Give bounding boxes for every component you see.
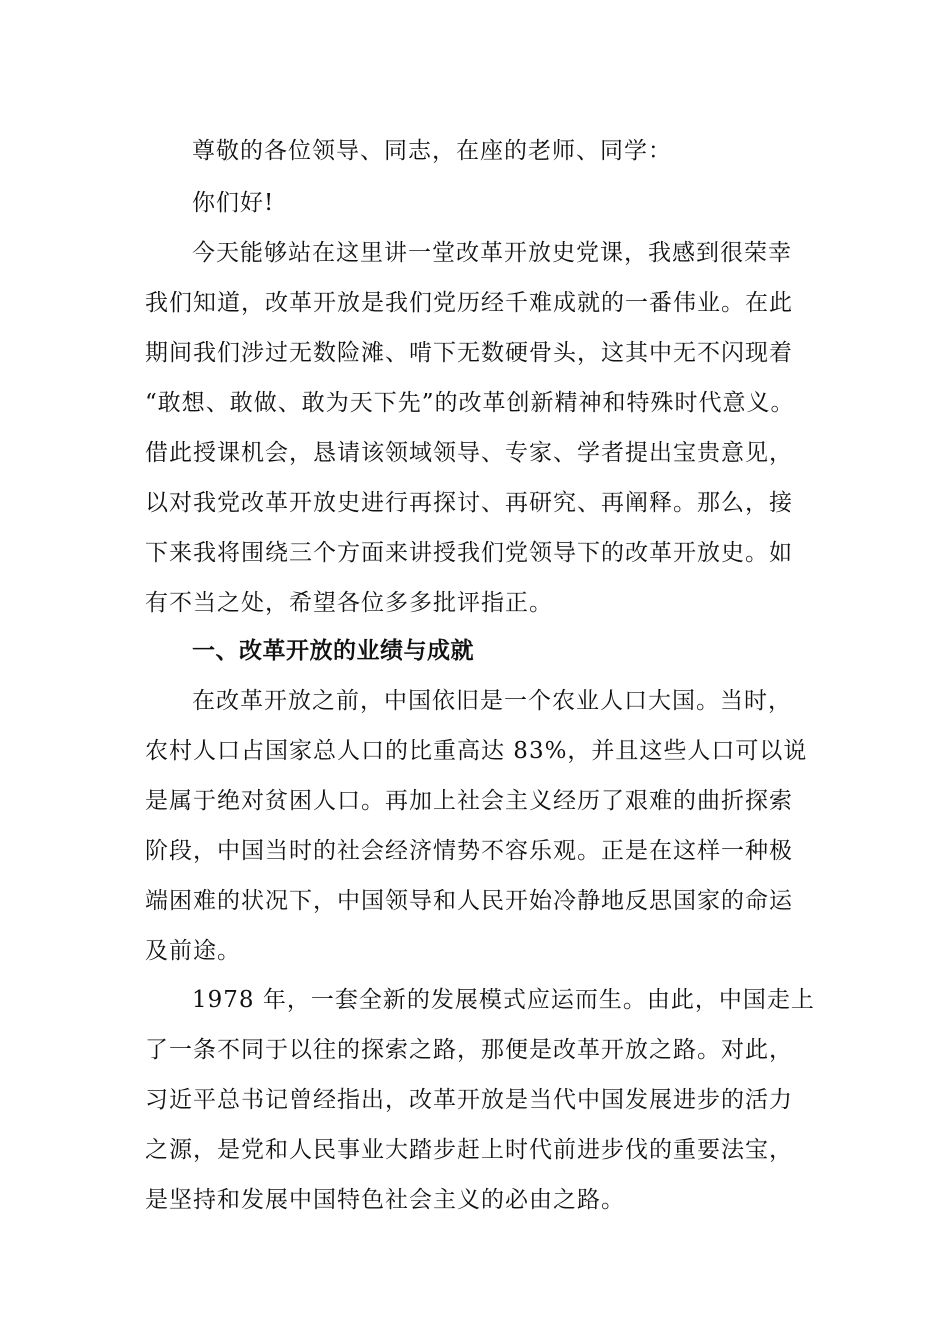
salutation-line xyxy=(0,177,950,229)
paragraph-text: 我们知道，改革开放是我们党历经千难成就的一番伟业。在此 xyxy=(145,290,793,316)
paragraph-text: 农村人口占国家总人口的比重高达 83%，并且这些人口可以说 xyxy=(145,738,808,764)
paragraph-line xyxy=(0,875,950,927)
paragraph-line xyxy=(0,675,950,727)
paragraph-text: 今天能够站在这里讲一堂改革开放史党课，我感到很荣幸 xyxy=(192,240,792,266)
paragraph-line xyxy=(0,725,950,777)
paragraph-text: 之源，是党和人民事业大踏步赶上时代前进步伐的重要法宝， xyxy=(145,1137,793,1163)
greeting-line xyxy=(0,125,950,177)
paragraph-line xyxy=(0,974,950,1026)
salutation-text: 你们好! xyxy=(192,190,275,216)
paragraph-line xyxy=(0,1174,950,1226)
paragraph-line xyxy=(0,527,950,579)
paragraph-text: 及前途。 xyxy=(145,938,241,964)
paragraph-line xyxy=(0,1124,950,1176)
paragraph-text: 在改革开放之前，中国依旧是一个农业人口大国。当时， xyxy=(192,688,792,714)
paragraph-line xyxy=(0,577,950,629)
paragraph-text: 期间我们涉过无数险滩、啃下无数硬骨头，这其中无不闪现着 xyxy=(145,340,793,366)
paragraph-line xyxy=(0,327,950,379)
paragraph-line xyxy=(0,1024,950,1076)
paragraph-text: 是属于绝对贫困人口。再加上社会主义经历了艰难的曲折探索 xyxy=(145,788,793,814)
section-heading xyxy=(0,625,950,677)
paragraph-text: 端困难的状况下，中国领导和人民开始冷静地反思国家的命运 xyxy=(145,888,793,914)
paragraph-line xyxy=(0,477,950,529)
paragraph-text: 1978 年，一套全新的发展模式应运而生。由此，中国走上 xyxy=(192,987,815,1013)
paragraph-text: 以对我党改革开放史进行再探讨、再研究、再阐释。那么，接 xyxy=(145,490,793,516)
paragraph-text: 阶段，中国当时的社会经济情势不容乐观。正是在这样一种极 xyxy=(145,838,793,864)
paragraph-line xyxy=(0,377,950,429)
paragraph-text: 习近平总书记曾经指出，改革开放是当代中国发展进步的活力 xyxy=(145,1087,793,1113)
paragraph-line xyxy=(0,1074,950,1126)
paragraph-text: 是坚持和发展中国特色社会主义的必由之路。 xyxy=(145,1187,625,1213)
paragraph-line xyxy=(0,925,950,977)
paragraph-line xyxy=(0,775,950,827)
paragraph-line xyxy=(0,277,950,329)
paragraph-line xyxy=(0,227,950,279)
paragraph-text: 下来我将围绕三个方面来讲授我们党领导下的改革开放史。如 xyxy=(145,540,793,566)
paragraph-line xyxy=(0,427,950,479)
paragraph-text: 借此授课机会，恳请该领域领导、专家、学者提出宝贵意见， xyxy=(145,440,793,466)
greeting-text: 尊敬的各位领导、同志，在座的老师、同学： xyxy=(192,138,672,164)
paragraph-text: 了一条不同于以往的探索之路，那便是改革开放之路。对此， xyxy=(145,1037,793,1063)
paragraph-text: “敢想、敢做、敢为天下先”的改革创新精神和特殊时代意义。 xyxy=(145,390,795,416)
paragraph-line xyxy=(0,825,950,877)
section-heading-text: 一、改革开放的业绩与成就 xyxy=(192,638,474,664)
paragraph-text: 有不当之处，希望各位多多批评指正。 xyxy=(145,590,553,616)
